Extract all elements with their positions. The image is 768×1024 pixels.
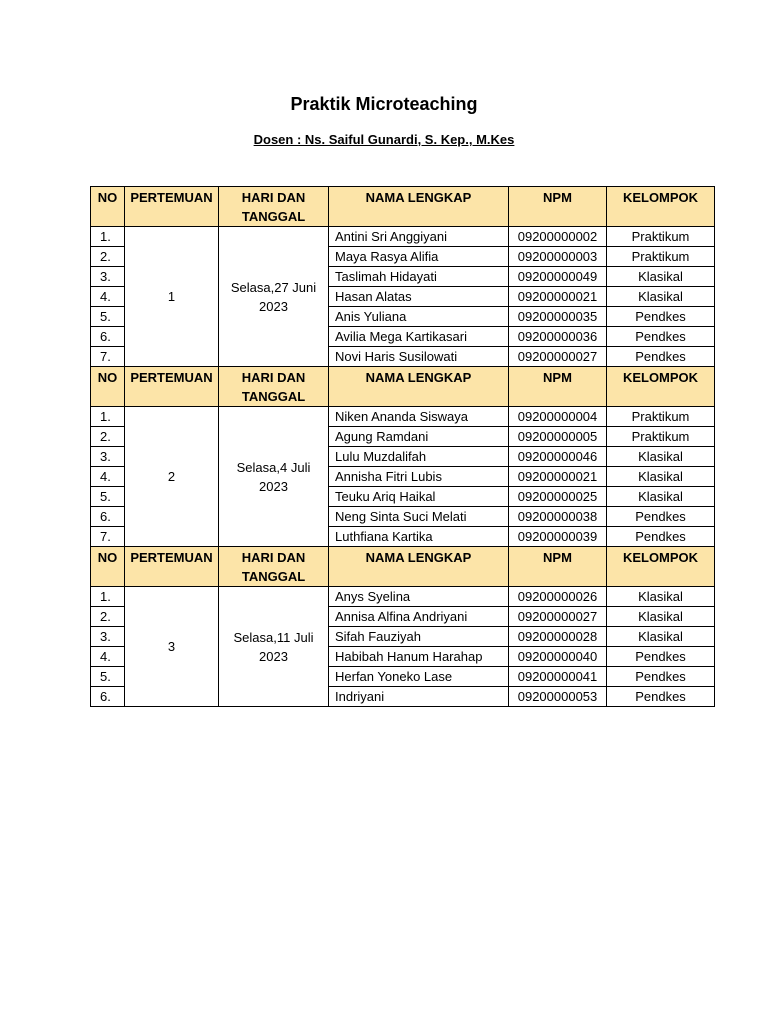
student-name: Habibah Hanum Harahap bbox=[329, 647, 509, 667]
student-name: Maya Rasya Alifia bbox=[329, 247, 509, 267]
student-name: Taslimah Hidayati bbox=[329, 267, 509, 287]
student-name: Annisa Alfina Andriyani bbox=[329, 607, 509, 627]
student-npm: 09200000026 bbox=[509, 587, 607, 607]
row-number: 5. bbox=[91, 487, 125, 507]
student-group: Pendkes bbox=[607, 347, 715, 367]
student-group: Klasikal bbox=[607, 627, 715, 647]
student-npm: 09200000036 bbox=[509, 327, 607, 347]
student-npm: 09200000005 bbox=[509, 427, 607, 447]
header-npm: NPM bbox=[509, 547, 607, 587]
row-number: 6. bbox=[91, 507, 125, 527]
student-npm: 09200000021 bbox=[509, 287, 607, 307]
student-name: Indriyani bbox=[329, 687, 509, 707]
row-number: 2. bbox=[91, 247, 125, 267]
meeting-number: 3 bbox=[125, 587, 219, 707]
row-number: 2. bbox=[91, 607, 125, 627]
row-number: 6. bbox=[91, 687, 125, 707]
header-row bbox=[91, 547, 715, 587]
student-group: Pendkes bbox=[607, 307, 715, 327]
student-group: Klasikal bbox=[607, 267, 715, 287]
document-title: Praktik Microteaching bbox=[290, 94, 478, 114]
row-number: 7. bbox=[91, 527, 125, 547]
meeting-date-line: Selasa,4 Juli bbox=[236, 459, 311, 475]
schedule-table-body bbox=[91, 187, 715, 707]
student-npm: 09200000004 bbox=[509, 407, 607, 427]
student-name: Sifah Fauziyah bbox=[329, 627, 509, 647]
student-group: Klasikal bbox=[607, 487, 715, 507]
row-number: 4. bbox=[91, 287, 125, 307]
student-name: Hasan Alatas bbox=[329, 287, 509, 307]
header-meeting: PERTEMUAN bbox=[125, 547, 219, 587]
row-number: 1. bbox=[91, 407, 125, 427]
row-number: 2. bbox=[91, 427, 125, 447]
meeting-date-line: 2023 bbox=[259, 648, 288, 664]
student-group: Klasikal bbox=[607, 447, 715, 467]
header-meeting: PERTEMUAN bbox=[125, 187, 219, 227]
header-no: NO bbox=[91, 367, 125, 407]
student-name: Neng Sinta Suci Melati bbox=[329, 507, 509, 527]
header-date bbox=[219, 367, 329, 407]
student-npm: 09200000025 bbox=[509, 487, 607, 507]
header-date bbox=[219, 187, 329, 227]
student-name: Annisha Fitri Lubis bbox=[329, 467, 509, 487]
student-npm: 09200000049 bbox=[509, 267, 607, 287]
student-name: Niken Ananda Siswaya bbox=[329, 407, 509, 427]
row-number: 7. bbox=[91, 347, 125, 367]
row-number: 5. bbox=[91, 307, 125, 327]
header-group: KELOMPOK bbox=[607, 187, 715, 227]
student-npm: 09200000035 bbox=[509, 307, 607, 327]
student-npm: 09200000053 bbox=[509, 687, 607, 707]
student-npm: 09200000002 bbox=[509, 227, 607, 247]
meeting-number: 2 bbox=[125, 407, 219, 547]
student-npm: 09200000041 bbox=[509, 667, 607, 687]
student-npm: 09200000027 bbox=[509, 607, 607, 627]
student-group: Klasikal bbox=[607, 587, 715, 607]
row-number: 5. bbox=[91, 667, 125, 687]
student-group: Praktikum bbox=[607, 227, 715, 247]
header-name: NAMA LENGKAP bbox=[329, 547, 509, 587]
student-group: Praktikum bbox=[607, 427, 715, 447]
meeting-date bbox=[219, 587, 329, 707]
header-meeting: PERTEMUAN bbox=[125, 367, 219, 407]
student-name: Novi Haris Susilowati bbox=[329, 347, 509, 367]
student-npm: 09200000021 bbox=[509, 467, 607, 487]
header-no: NO bbox=[91, 547, 125, 587]
student-group: Praktikum bbox=[607, 247, 715, 267]
meeting-date-line: Selasa,27 Juni bbox=[230, 279, 317, 295]
row-number: 1. bbox=[91, 227, 125, 247]
header-date-line: HARI DAN bbox=[241, 550, 306, 565]
header-date-line: HARI DAN bbox=[241, 190, 306, 205]
row-number: 4. bbox=[91, 467, 125, 487]
header-row bbox=[91, 367, 715, 407]
schedule-table bbox=[90, 186, 715, 707]
student-group: Pendkes bbox=[607, 527, 715, 547]
header-date-line: TANGGAL bbox=[241, 569, 306, 584]
student-group: Pendkes bbox=[607, 647, 715, 667]
student-name: Lulu Muzdalifah bbox=[329, 447, 509, 467]
header-date bbox=[219, 547, 329, 587]
student-group: Klasikal bbox=[607, 607, 715, 627]
row-number: 1. bbox=[91, 587, 125, 607]
student-npm: 09200000040 bbox=[509, 647, 607, 667]
header-npm: NPM bbox=[509, 367, 607, 407]
student-name: Anys Syelina bbox=[329, 587, 509, 607]
header-date-line: HARI DAN bbox=[241, 370, 306, 385]
student-name: Anis Yuliana bbox=[329, 307, 509, 327]
student-group: Pendkes bbox=[607, 667, 715, 687]
header-name: NAMA LENGKAP bbox=[329, 367, 509, 407]
header-group: KELOMPOK bbox=[607, 547, 715, 587]
row-number: 3. bbox=[91, 447, 125, 467]
student-name: Avilia Mega Kartikasari bbox=[329, 327, 509, 347]
header-no: NO bbox=[91, 187, 125, 227]
student-npm: 09200000028 bbox=[509, 627, 607, 647]
table-row bbox=[91, 407, 715, 427]
header-date-line: TANGGAL bbox=[241, 389, 306, 404]
header-npm: NPM bbox=[509, 187, 607, 227]
student-group: Pendkes bbox=[607, 507, 715, 527]
student-npm: 09200000039 bbox=[509, 527, 607, 547]
student-name: Teuku Ariq Haikal bbox=[329, 487, 509, 507]
row-number: 6. bbox=[91, 327, 125, 347]
meeting-number: 1 bbox=[125, 227, 219, 367]
student-npm: 09200000003 bbox=[509, 247, 607, 267]
student-group: Pendkes bbox=[607, 327, 715, 347]
meeting-date bbox=[219, 227, 329, 367]
student-name: Luthfiana Kartika bbox=[329, 527, 509, 547]
header-group: KELOMPOK bbox=[607, 367, 715, 407]
meeting-date-line: Selasa,11 Juli bbox=[233, 629, 314, 645]
meeting-date bbox=[219, 407, 329, 547]
header-date-line: TANGGAL bbox=[241, 209, 306, 224]
student-group: Pendkes bbox=[607, 687, 715, 707]
student-npm: 09200000027 bbox=[509, 347, 607, 367]
row-number: 3. bbox=[91, 627, 125, 647]
table-row bbox=[91, 587, 715, 607]
row-number: 4. bbox=[91, 647, 125, 667]
student-name: Agung Ramdani bbox=[329, 427, 509, 447]
lecturer-line: Dosen : Ns. Saiful Gunardi, S. Kep., M.Kes bbox=[253, 132, 515, 147]
student-npm: 09200000038 bbox=[509, 507, 607, 527]
meeting-date-line: 2023 bbox=[259, 478, 288, 494]
student-group: Klasikal bbox=[607, 467, 715, 487]
student-npm: 09200000046 bbox=[509, 447, 607, 467]
header-name: NAMA LENGKAP bbox=[329, 187, 509, 227]
table-row bbox=[91, 227, 715, 247]
student-name: Antini Sri Anggiyani bbox=[329, 227, 509, 247]
student-name: Herfan Yoneko Lase bbox=[329, 667, 509, 687]
row-number: 3. bbox=[91, 267, 125, 287]
meeting-date-line: 2023 bbox=[259, 298, 288, 314]
student-group: Praktikum bbox=[607, 407, 715, 427]
header-row bbox=[91, 187, 715, 227]
student-group: Klasikal bbox=[607, 287, 715, 307]
